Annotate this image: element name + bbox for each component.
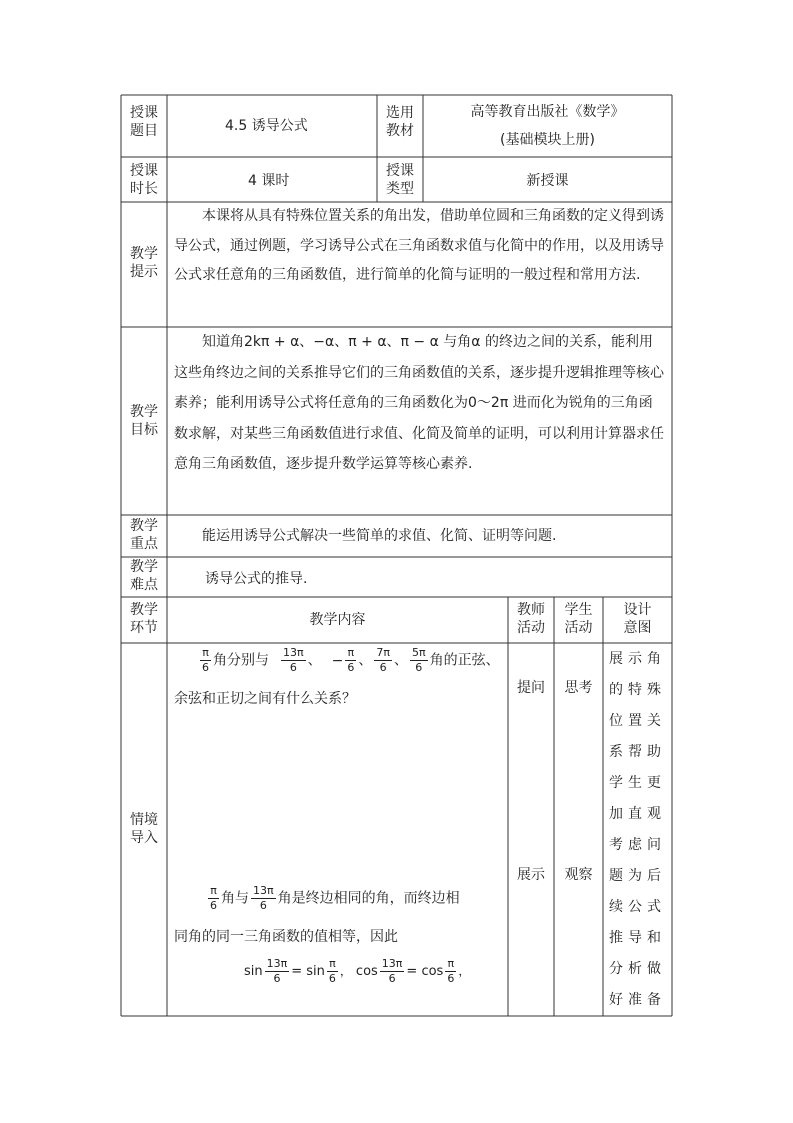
duration-label: 授课时长 xyxy=(130,163,158,197)
hint-label: 教学提示 xyxy=(130,246,158,280)
fraction-pi-6: $\frac{\pi}{6}$ xyxy=(328,957,336,985)
design-line: 展示角 xyxy=(609,651,666,667)
textbook-line2: (基础模块上册) xyxy=(500,132,595,148)
fraction-pi-6: $\frac{\pi}{6}$ xyxy=(447,957,455,985)
intro-question-line1: $\frac{\pi}{6}$ 角分别与 $\frac{13\pi}{6}$ 、 − $\frac{\pi}{6}$ 、 $\frac{7\pi}{6}$ 、 $\frac{5\pi}{6}$ 角的正弦、 xyxy=(202,646,500,674)
textbook-label: 选用教材 xyxy=(386,105,414,139)
key-point-text: 能运用诱导公式解决一些简单的求值、化简、证明等问题. xyxy=(202,528,557,544)
teacher-activity-show: 展示 xyxy=(517,867,545,883)
fraction-13pi-6: $\frac{13\pi}{6}$ xyxy=(253,884,274,912)
design-line: 考虑问 xyxy=(609,837,666,853)
col-teacher-header: 教师活动 xyxy=(517,602,545,636)
hint-text: 本课将从具有特殊位置关系的角出发，借助单位圆和三角函数的定义得到诱导公式，通过例题，学习诱导公式在三角函数求值与化简中的作用，以及用诱导公式求任意角的三角函数值，进行简单的化简与证明的一般过程和常用方法. xyxy=(174,208,664,283)
goals-text: 知道角2kπ + α、−α、π + α、π − α 与角α 的终边之间的关系，能利用这些角终边之间的关系推导它们的三角函数值的关系，逐步提升逻辑推理等核心素养；能利用诱导公式将任意角的三角函数化为0～2π 进而化为锐角的三角函数求解，对某些三角函数值进行求值、化简及简单的证明，可以利用计算器求任意角三角函数值，逐步提升数学运算等核心素养. xyxy=(174,334,664,472)
teacher-activity-ask: 提问 xyxy=(517,680,545,696)
design-line: 推导和 xyxy=(609,930,666,946)
intro-formula: sin $\frac{13\pi}{6}$ = sin $\frac{\pi}{6}$ ， cos $\frac{13\pi}{6}$ = cos $\frac{\pi}{6}$ ， xyxy=(244,957,471,985)
difficulty-label: 教学难点 xyxy=(130,559,158,593)
col-content-header: 教学内容 xyxy=(309,612,366,628)
key-point-label: 教学重点 xyxy=(130,518,158,552)
course-topic-value: 4.5 诱导公式 xyxy=(225,118,308,134)
course-topic-label: 授课题目 xyxy=(130,105,158,139)
fraction-pi-6: $\frac{\pi}{6}$ xyxy=(210,884,217,912)
fraction-13pi-6: $\frac{13\pi}{6}$ xyxy=(283,646,304,674)
fraction-5pi-6: $\frac{5\pi}{6}$ xyxy=(411,646,426,674)
goals-label: 教学目标 xyxy=(130,404,158,438)
duration-value: 4 课时 xyxy=(248,173,290,189)
col-student-header: 学生活动 xyxy=(564,602,593,636)
intro-answer-line2: 同角的同一三角函数的值相等，因此 xyxy=(174,929,398,945)
fraction-pi-6: $\frac{\pi}{6}$ xyxy=(202,646,209,674)
design-line: 续公式 xyxy=(609,899,666,915)
fraction-13pi-6: $\frac{13\pi}{6}$ xyxy=(381,957,403,985)
textbook-line1: 高等教育出版社《数学》 xyxy=(470,104,625,120)
design-line: 好准备 xyxy=(609,992,666,1008)
intro-stage-label: 情境导入 xyxy=(130,812,158,846)
design-intent-text xyxy=(603,644,672,1016)
col-design-header: 设计意图 xyxy=(623,602,652,636)
fraction-13pi-6: $\frac{13\pi}{6}$ xyxy=(266,957,288,985)
fraction-7pi-6: $\frac{7\pi}{6}$ xyxy=(376,646,390,674)
intro-question-line2: 余弦和正切之间有什么关系？ xyxy=(174,691,356,707)
lesson-type-value: 新授课 xyxy=(526,173,569,189)
design-line: 分析做 xyxy=(609,961,666,977)
intro-answer-line1: $\frac{\pi}{6}$ 角与 $\frac{13\pi}{6}$ 角是终边相同的角，而终边相 xyxy=(210,884,460,912)
design-line: 系帮助 xyxy=(609,744,666,760)
student-activity-observe: 观察 xyxy=(564,867,593,883)
design-line: 题为后 xyxy=(609,868,666,884)
design-line: 位置关 xyxy=(609,713,666,729)
lesson-type-label: 授课类型 xyxy=(386,163,414,197)
design-line: 的特殊 xyxy=(609,682,666,698)
col-stage-header: 教学环节 xyxy=(130,602,158,636)
difficulty-text: 诱导公式的推导. xyxy=(205,571,308,587)
design-line: 学生更 xyxy=(609,775,666,791)
design-line: 加直观 xyxy=(609,806,666,822)
student-activity-think: 思考 xyxy=(564,680,593,696)
fraction-neg-pi-6: $\frac{\pi}{6}$ xyxy=(347,646,355,674)
